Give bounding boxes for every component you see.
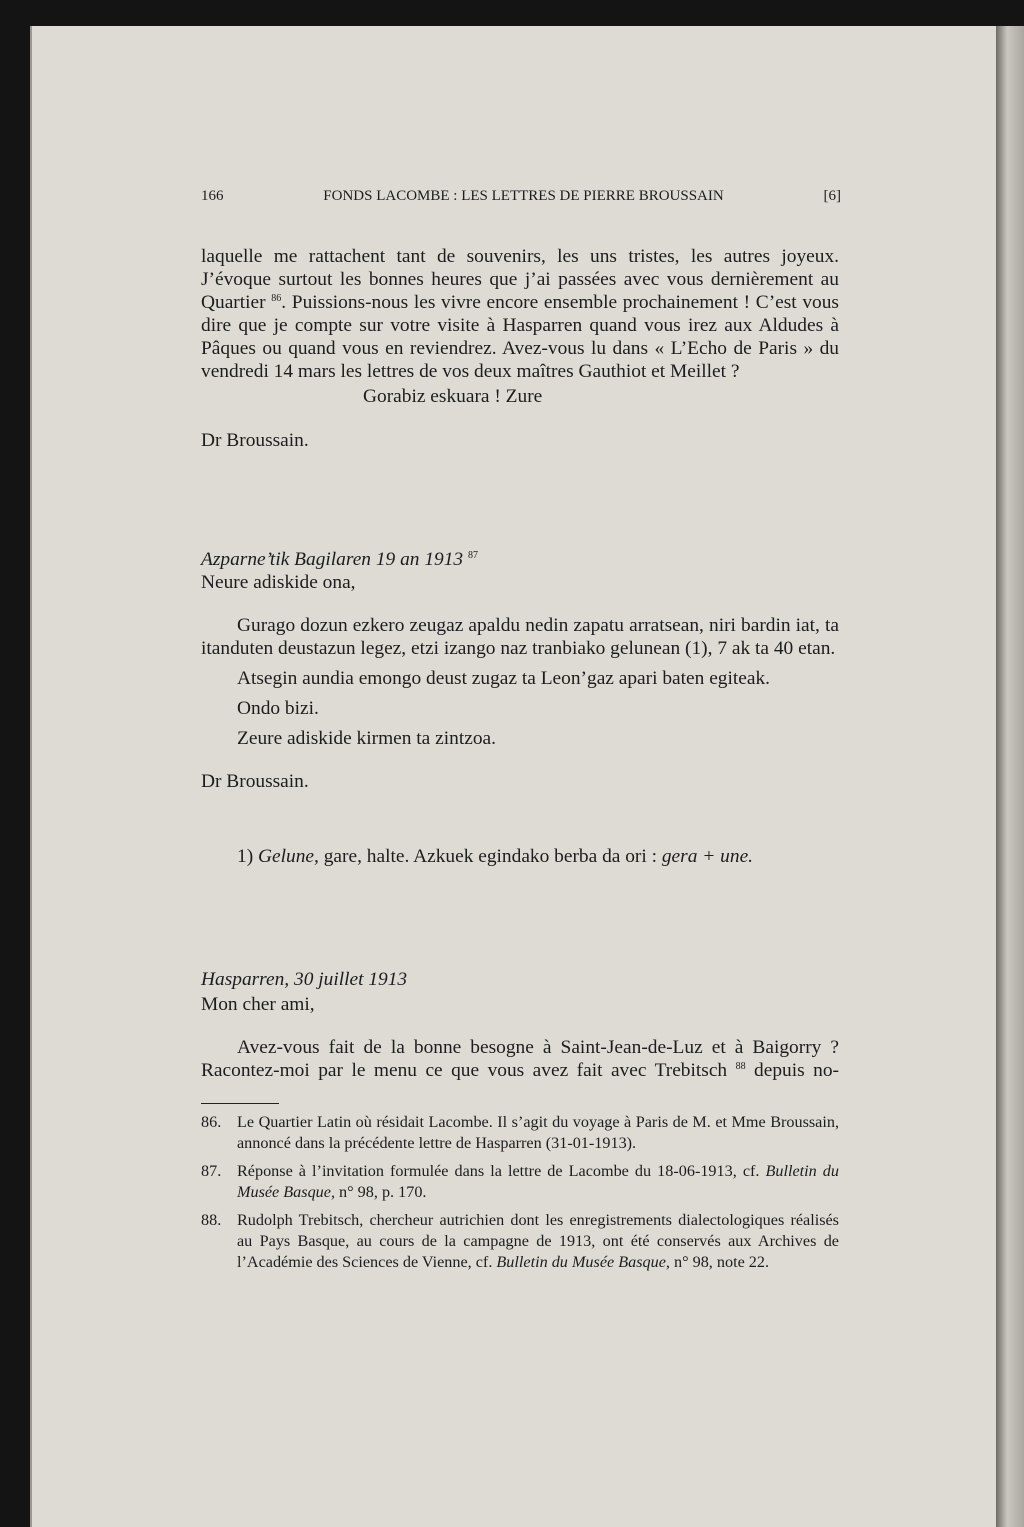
text: Gelune, <box>258 846 319 867</box>
section-number: [6] <box>823 188 841 204</box>
paragraph <box>201 1036 839 1082</box>
closing: Gorabiz eskuara ! Zure <box>363 386 543 407</box>
footnote-ref[interactable]: 86 <box>271 293 282 304</box>
running-header <box>201 188 841 205</box>
text: Avez-vous fait de la bonne besogne à Saint-Jean-de-Luz et à Baigorry ? Racontez-moi par le menu ce que vous avez fait avec Trebitsch <box>201 1037 839 1081</box>
dateline: Hasparren, 30 juillet 1913 <box>201 969 408 990</box>
salutation: Neure adiskide ona, <box>201 572 356 593</box>
paragraph: Gurago dozun ezkero zeugaz apaldu nedin zapatu arratsean, niri bardin iat, ta itanduten deustazun legez, etzi izango naz tranbiako gelunean (1), 7 ak ta 40 etan. <box>201 615 839 659</box>
page-number: 166 <box>201 188 224 204</box>
paragraph: Zeure adiskide kirmen ta zintzoa. <box>237 728 496 749</box>
text: Bulletin du Musée Basque, <box>496 1253 670 1271</box>
text: n° 98, note 22. <box>669 1253 770 1271</box>
letter-2 <box>201 548 839 868</box>
footnote-number: 87. <box>201 1162 222 1180</box>
letter-1 <box>201 245 839 452</box>
running-title: FONDS LACOMBE : LES LETTRES DE PIERRE BROUSSAIN <box>323 188 724 204</box>
footnote-87 <box>201 1161 839 1203</box>
text: laquelle me rattachent tant de souvenirs, les uns tristes, les autres joyeux. J’évoque surtout les bonnes heures que j’ai passées avec vous dernièrement au Quartier <box>201 246 839 313</box>
paragraph: Atsegin aundia emongo deust zugaz ta Leon’gaz apari baten egiteak. <box>237 668 771 689</box>
text: n° 98, p. 170. <box>335 1183 427 1201</box>
text: 1) <box>237 846 254 867</box>
letter-note <box>201 845 839 868</box>
footnote-86 <box>201 1112 839 1154</box>
text: depuis no- <box>745 1060 839 1081</box>
text: Azparne’tik Bagilaren 19 an 1913 <box>201 549 464 570</box>
footnote-text <box>237 1210 839 1273</box>
paragraph: Ondo bizi. <box>237 698 319 719</box>
footnote-text <box>237 1161 839 1203</box>
footnote-rule <box>201 1103 279 1104</box>
text: Réponse à l’invitation formulée dans la lettre de Lacombe du 18-06-1913, cf. <box>237 1162 766 1180</box>
letter-1-body <box>201 245 839 383</box>
page-edge <box>996 26 1024 1527</box>
footnote-ref[interactable]: 88 <box>735 1061 746 1072</box>
dateline <box>201 548 839 571</box>
footnotes <box>201 1112 839 1280</box>
footnote-text: Le Quartier Latin où résidait Lacombe. Il s’agit du voyage à Paris de M. et Mme Broussain, annoncé dans la précédente lettre de Hasparren (31-01-1913). <box>237 1113 839 1152</box>
footnote-number: 86. <box>201 1113 222 1131</box>
signature: Dr Broussain. <box>201 771 309 792</box>
footnote-88 <box>201 1210 839 1273</box>
footnote-number: 88. <box>201 1211 222 1229</box>
letter-3 <box>201 968 839 1082</box>
signature: Dr Broussain. <box>201 430 309 451</box>
text: gera + une. <box>661 846 754 867</box>
salutation: Mon cher ami, <box>201 994 315 1015</box>
text: Bulletin du Musée Basque, <box>237 1162 839 1201</box>
text: Rudolph Trebitsch, chercheur autrichien dont les enregistrements dialectologiques réalisés au Pays Basque, au cours de la campagne de 1913, ont été conservés aux Archives de l’Académie des Sciences de Vienne, cf. <box>237 1211 839 1271</box>
text: gare, halte. Azkuek egindako berba da ori : <box>323 846 657 867</box>
footnote-ref[interactable]: 87 <box>467 550 478 561</box>
text: . Puissions-nous les vivre encore ensemble prochainement ! C’est vous dire que je compte sur votre visite à Hasparren quand vous irez aux Aldudes à Pâques ou quand vous en reviendrez. Avez-vous lu dans « L’Echo de Paris » du vendredi 14 mars les lettres de vos deux maîtres Gauthiot et Meillet ? <box>201 292 839 382</box>
